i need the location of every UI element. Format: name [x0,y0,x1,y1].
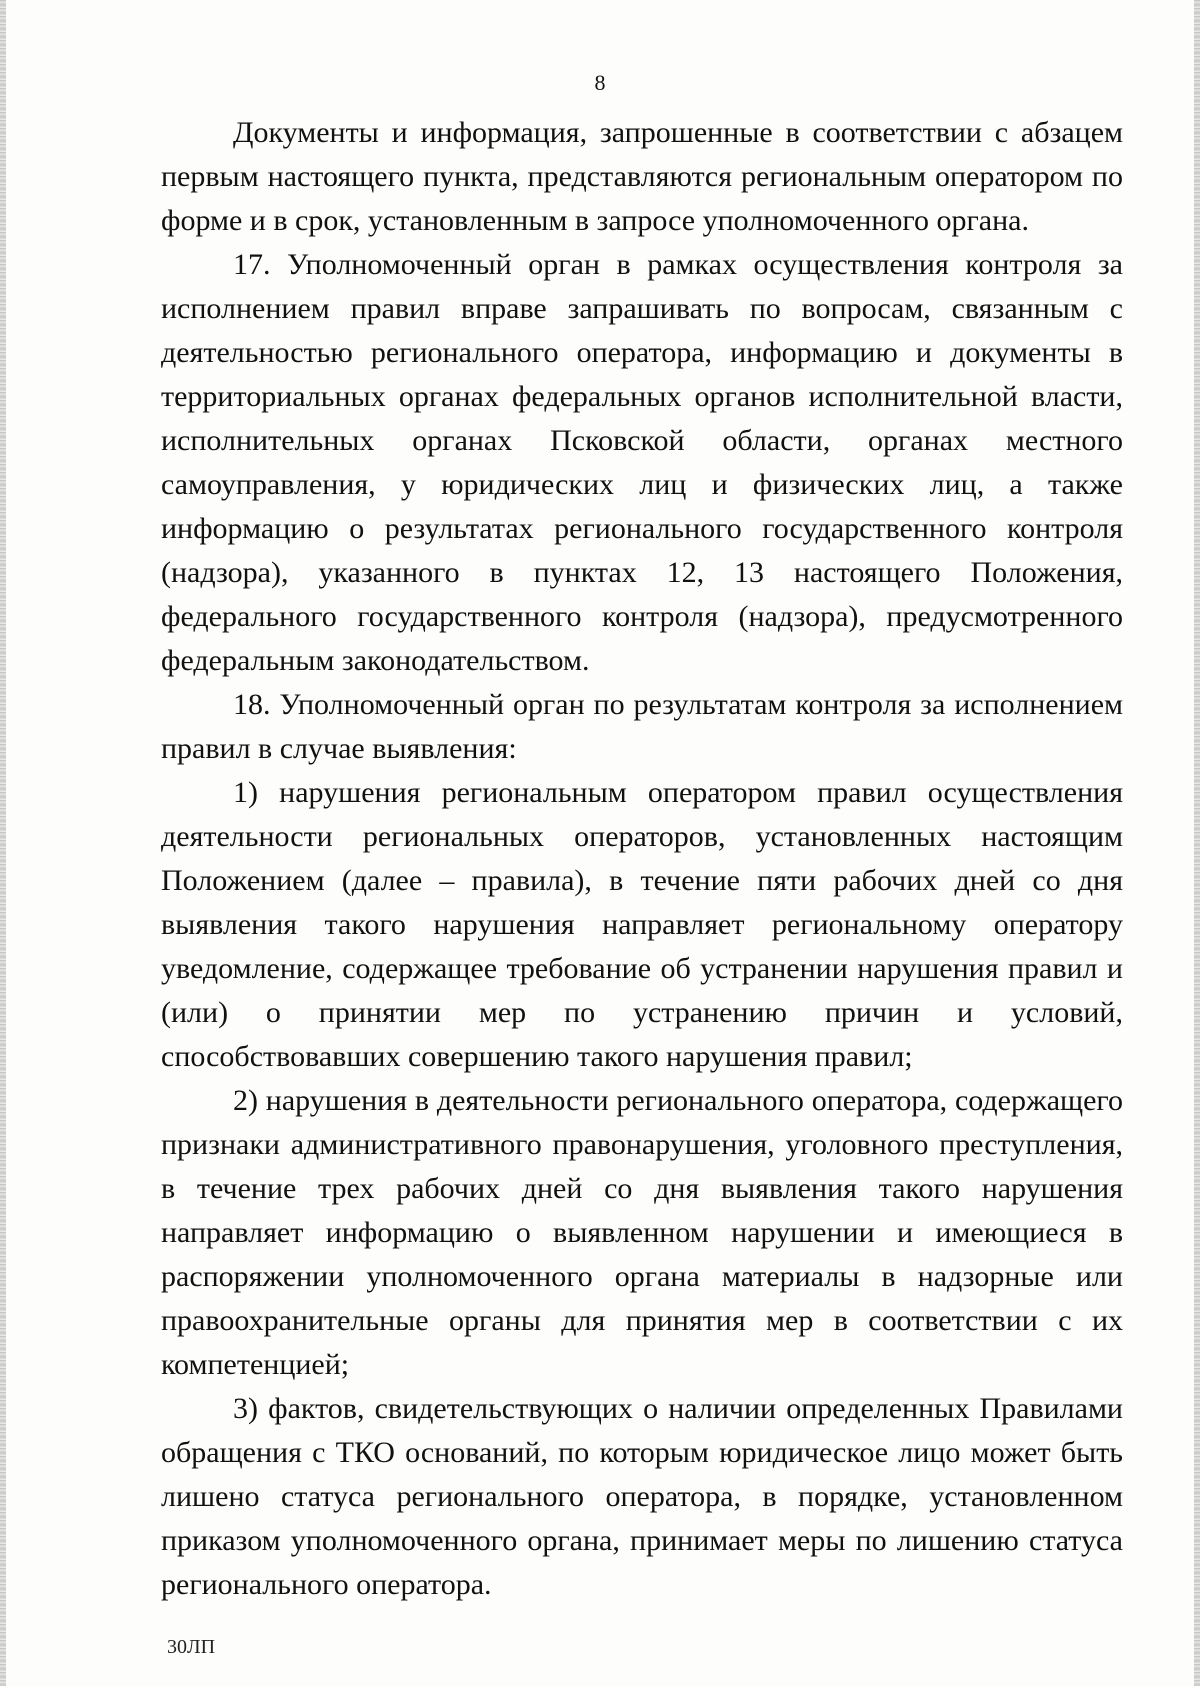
paragraph-item-18: 18. Уполномоченный орган по результатам контроля за исполнением правил в случае выявления: [161,688,1123,765]
paragraph-subitem-3: 3) фактов, свидетельствующих о наличии определенных Правилами обращения с ТКО оснований, по которым юридическое лицо может быть лишено статуса регионального оператора, в порядке, установленном приказом уполномоченного органа, принимает меры по лишению статуса регионального оператора. [161,1392,1123,1601]
scan-edge-left [0,0,6,1686]
paragraph-documents-information: Документы и информация, запрошенные в соответствии с абзацем первым настоящего пункта, представляются региональным оператором по форме и в срок, установленным в запросе уполномоченного органа. [161,116,1123,237]
scan-edge-right [1194,0,1200,1686]
page-number: 8 [594,70,606,95]
footer-document-code: 30ЛП [167,1636,216,1658]
paragraph-subitem-1: 1) нарушения региональным оператором правил осуществления деятельности региональных операторов, установленных настоящим Положением (далее – правила), в течение пяти рабочих дней со дня выявления такого нарушения направляет региональному оператору уведомление, содержащее требование об устранении нарушения правил и (или) о принятии мер по устранению причин и условий, способствовавших совершению такого нарушения правил; [161,776,1123,1073]
paragraph-item-17: 17. Уполномоченный орган в рамках осуществления контроля за исполнением правил вправе запрашивать по вопросам, связанным с деятельностью регионального оператора, информацию и документы в территориальных органах федеральных органов исполнительной власти, исполнительных органах Псковской области, органах местного самоуправления, у юридических лиц и физических лиц, а также информацию о результатах регионального государственного контроля (надзора), указанного в пунктах 12, 13 настоящего Положения, федерального государственного контроля (надзора), предусмотренного федеральным законодательством. [161,248,1123,677]
document-body [161,111,1123,1607]
paragraph-subitem-2: 2) нарушения в деятельности регионального оператора, содержащего признаки административного правонарушения, уголовного преступления, в течение трех рабочих дней со дня выявления такого нарушения направляет информацию о выявленном нарушении и имеющиеся в распоряжении уполномоченного органа материалы в надзорные или правоохранительные органы для принятия мер в соответствии с их компетенцией; [161,1084,1123,1381]
